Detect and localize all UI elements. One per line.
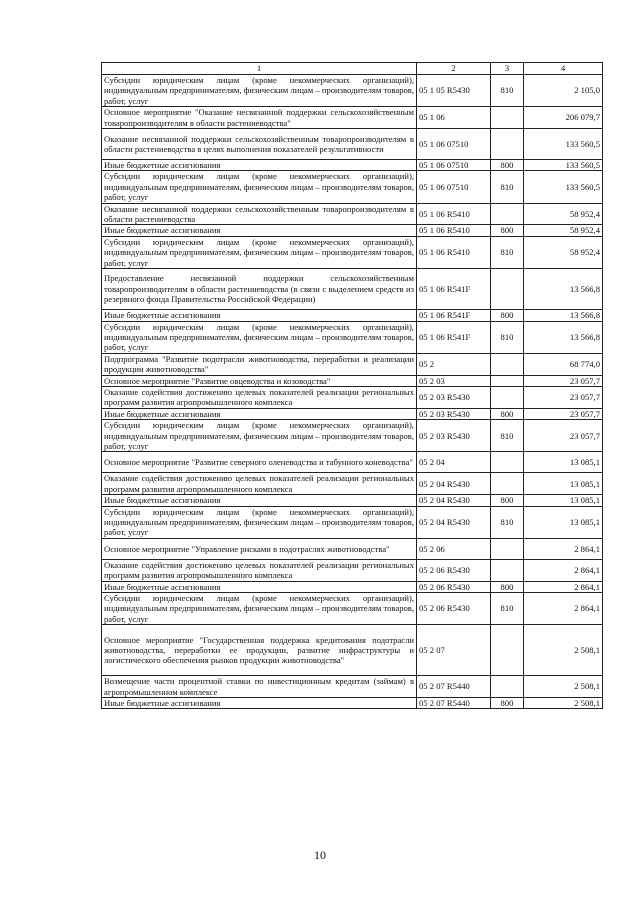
row-kvr: 810: [491, 236, 524, 268]
row-name: Субсидии юридическим лицам (кроме некоммерческих организаций), индивидуальным предпринимателям, физическим лицам – производителям товаров, работ, услуг: [102, 75, 417, 107]
table-row: [102, 495, 603, 506]
row-kvr: [491, 203, 524, 225]
row-amount: 58 952,4: [524, 236, 603, 268]
row-amount: 2 508,1: [524, 698, 603, 709]
row-code: 05 1 06 R541F: [417, 310, 491, 321]
row-name: Иные бюджетные ассигнования: [102, 408, 417, 419]
table-row: [102, 581, 603, 592]
row-amount: 23 057,7: [524, 420, 603, 452]
row-name: Иные бюджетные ассигнования: [102, 698, 417, 709]
row-kvr: 810: [491, 171, 524, 203]
table-row: [102, 321, 603, 353]
row-kvr: [491, 538, 524, 559]
row-kvr: [491, 269, 524, 310]
table-row: [102, 75, 603, 107]
row-name: Предоставление несвязанной поддержки сельскохозяйственным товаропроизводителям в области растениеводства (в связи с выделением средств из резервного фонда Правительства Российской Федерации): [102, 269, 417, 310]
table-row: [102, 559, 603, 581]
row-amount: 2 864,1: [524, 538, 603, 559]
row-amount: 13 566,8: [524, 310, 603, 321]
row-code: 05 1 06 R5410: [417, 203, 491, 225]
row-name: Подпрограмма "Развитие подотрасли животноводства, переработки и реализации продукции животноводства": [102, 353, 417, 375]
table-row: [102, 593, 603, 625]
row-kvr: [491, 625, 524, 676]
table-row: [102, 160, 603, 171]
row-amount: 13 566,8: [524, 269, 603, 310]
row-name: Оказание содействия достижению целевых показателей реализации региональных программ развития агропромышленного комплекса: [102, 559, 417, 581]
table-row: [102, 269, 603, 310]
table-row: [102, 107, 603, 129]
row-kvr: 810: [491, 593, 524, 625]
row-code: 05 1 06 R5410: [417, 225, 491, 236]
row-code: 05 2 07 R5440: [417, 698, 491, 709]
row-kvr: 800: [491, 225, 524, 236]
row-amount: 13 085,1: [524, 495, 603, 506]
row-code: 05 1 05 R5430: [417, 75, 491, 107]
row-code: 05 1 06 07510: [417, 160, 491, 171]
row-name: Иные бюджетные ассигнования: [102, 495, 417, 506]
row-amount: 206 079,7: [524, 107, 603, 129]
row-amount: 58 952,4: [524, 203, 603, 225]
header-cell-3: 3: [491, 63, 524, 75]
table-header-row: [102, 63, 603, 75]
row-amount: 133 560,5: [524, 171, 603, 203]
row-code: 05 2 07 R5440: [417, 676, 491, 698]
table-row: [102, 538, 603, 559]
row-code: 05 1 06 R541F: [417, 269, 491, 310]
row-amount: 2 864,1: [524, 559, 603, 581]
row-kvr: 800: [491, 698, 524, 709]
table-row: [102, 353, 603, 375]
row-code: 05 2 06 R5430: [417, 559, 491, 581]
row-kvr: [491, 353, 524, 375]
row-kvr: 810: [491, 321, 524, 353]
row-code: 05 2 06 R5430: [417, 581, 491, 592]
row-kvr: 800: [491, 581, 524, 592]
budget-table: [101, 62, 603, 709]
row-kvr: 810: [491, 506, 524, 538]
row-name: Возмещение части процентной ставки по инвестиционным кредитам (займам) в агропромышленном комплексе: [102, 676, 417, 698]
row-kvr: 800: [491, 160, 524, 171]
row-name: Иные бюджетные ассигнования: [102, 225, 417, 236]
table-row: [102, 375, 603, 386]
row-amount: 23 057,7: [524, 375, 603, 386]
table-row: [102, 203, 603, 225]
page-number: 10: [314, 848, 326, 862]
row-code: 05 2 03 R5430: [417, 408, 491, 419]
row-name: Оказание содействия достижению целевых показателей реализации региональных программ развития агропромышленного комплекса: [102, 386, 417, 408]
row-kvr: 800: [491, 408, 524, 419]
row-code: 05 2 04 R5430: [417, 506, 491, 538]
row-kvr: [491, 375, 524, 386]
row-amount: 13 085,1: [524, 452, 603, 473]
row-kvr: [491, 676, 524, 698]
row-name: Основное мероприятие "Развитие северного оленеводства и табунного коневодства": [102, 452, 417, 473]
row-name: Основное мероприятие "Оказание несвязанной поддержки сельскохозяйственным товаропроизводителям в области растениеводства": [102, 107, 417, 129]
row-code: 05 2: [417, 353, 491, 375]
row-amount: 2 105,0: [524, 75, 603, 107]
row-code: 05 2 07: [417, 625, 491, 676]
row-kvr: 810: [491, 75, 524, 107]
table-row: [102, 129, 603, 160]
row-name: Субсидии юридическим лицам (кроме некоммерческих организаций), индивидуальным предпринимателям, физическим лицам – производителям товаров, работ, услуг: [102, 593, 417, 625]
table-row: [102, 408, 603, 419]
row-kvr: 800: [491, 310, 524, 321]
row-code: 05 1 06 R5410: [417, 236, 491, 268]
row-name: Иные бюджетные ассигнования: [102, 581, 417, 592]
row-kvr: [491, 107, 524, 129]
table-row: [102, 506, 603, 538]
row-name: Субсидии юридическим лицам (кроме некоммерческих организаций), индивидуальным предпринимателям, физическим лицам – производителям товаров, работ, услуг: [102, 321, 417, 353]
row-amount: 133 560,5: [524, 160, 603, 171]
table-row: [102, 452, 603, 473]
row-amount: 68 774,0: [524, 353, 603, 375]
row-name: Основное мероприятие "Государственная поддержка кредитования подотрасли животноводства, переработки ее продукции, развитие инфраструктуры и логистического обеспечения рынков продукции животноводства": [102, 625, 417, 676]
row-name: Основное мероприятие "Развитие овцеводства и козоводства": [102, 375, 417, 386]
table-row: [102, 310, 603, 321]
table-row: [102, 676, 603, 698]
header-cell-4: 4: [524, 63, 603, 75]
row-name: Оказание несвязанной поддержки сельскохозяйственным товаропроизводителям в области растениеводства: [102, 203, 417, 225]
row-name: Иные бюджетные ассигнования: [102, 310, 417, 321]
row-name: Субсидии юридическим лицам (кроме некоммерческих организаций), индивидуальным предпринимателям, физическим лицам – производителям товаров, работ, услуг: [102, 420, 417, 452]
row-amount: 133 560,5: [524, 129, 603, 160]
row-name: Субсидии юридическим лицам (кроме некоммерческих организаций), индивидуальным предпринимателям, физическим лицам – производителям товаров, работ, услуг: [102, 236, 417, 268]
row-kvr: 800: [491, 495, 524, 506]
row-name: Оказание несвязанной поддержки сельскохозяйственным товаропроизводителям в области растениеводства в целях выполнения показателей результативности: [102, 129, 417, 160]
row-name: Субсидии юридическим лицам (кроме некоммерческих организаций), индивидуальным предпринимателям, физическим лицам – производителям товаров, работ, услуг: [102, 171, 417, 203]
row-amount: 13 085,1: [524, 473, 603, 495]
table-row: [102, 420, 603, 452]
table-row: [102, 698, 603, 709]
row-amount: 2 508,1: [524, 676, 603, 698]
table-row: [102, 236, 603, 268]
row-code: 05 2 04 R5430: [417, 495, 491, 506]
row-kvr: [491, 473, 524, 495]
table-row: [102, 225, 603, 236]
table-row: [102, 386, 603, 408]
row-name: Основное мероприятие "Управление рисками в подотраслях животноводства": [102, 538, 417, 559]
row-kvr: [491, 559, 524, 581]
row-amount: 58 952,4: [524, 225, 603, 236]
row-kvr: 810: [491, 420, 524, 452]
row-name: Оказание содействия достижению целевых показателей реализации региональных программ развития агропромышленного комплекса: [102, 473, 417, 495]
row-code: 05 1 06 07510: [417, 129, 491, 160]
row-amount: 23 057,7: [524, 408, 603, 419]
table-row: [102, 625, 603, 676]
row-name: Субсидии юридическим лицам (кроме некоммерческих организаций), индивидуальным предпринимателям, физическим лицам – производителям товаров, работ, услуг: [102, 506, 417, 538]
row-amount: 13 566,8: [524, 321, 603, 353]
row-name: Иные бюджетные ассигнования: [102, 160, 417, 171]
row-amount: 13 085,1: [524, 506, 603, 538]
row-code: 05 1 06 07510: [417, 171, 491, 203]
table-row: [102, 171, 603, 203]
row-kvr: [491, 452, 524, 473]
row-code: 05 2 03 R5430: [417, 420, 491, 452]
row-code: 05 2 03 R5430: [417, 386, 491, 408]
row-code: 05 2 06: [417, 538, 491, 559]
row-code: 05 1 06: [417, 107, 491, 129]
row-code: 05 2 04: [417, 452, 491, 473]
row-amount: 23 057,7: [524, 386, 603, 408]
row-kvr: [491, 386, 524, 408]
row-code: 05 2 04 R5430: [417, 473, 491, 495]
table-row: [102, 473, 603, 495]
row-amount: 2 864,1: [524, 581, 603, 592]
row-code: 05 2 06 R5430: [417, 593, 491, 625]
header-cell-1: 1: [102, 63, 417, 75]
row-amount: 2 864,1: [524, 593, 603, 625]
row-code: 05 2 03: [417, 375, 491, 386]
header-cell-2: 2: [417, 63, 491, 75]
row-kvr: [491, 129, 524, 160]
row-amount: 2 508,1: [524, 625, 603, 676]
row-code: 05 1 06 R541F: [417, 321, 491, 353]
